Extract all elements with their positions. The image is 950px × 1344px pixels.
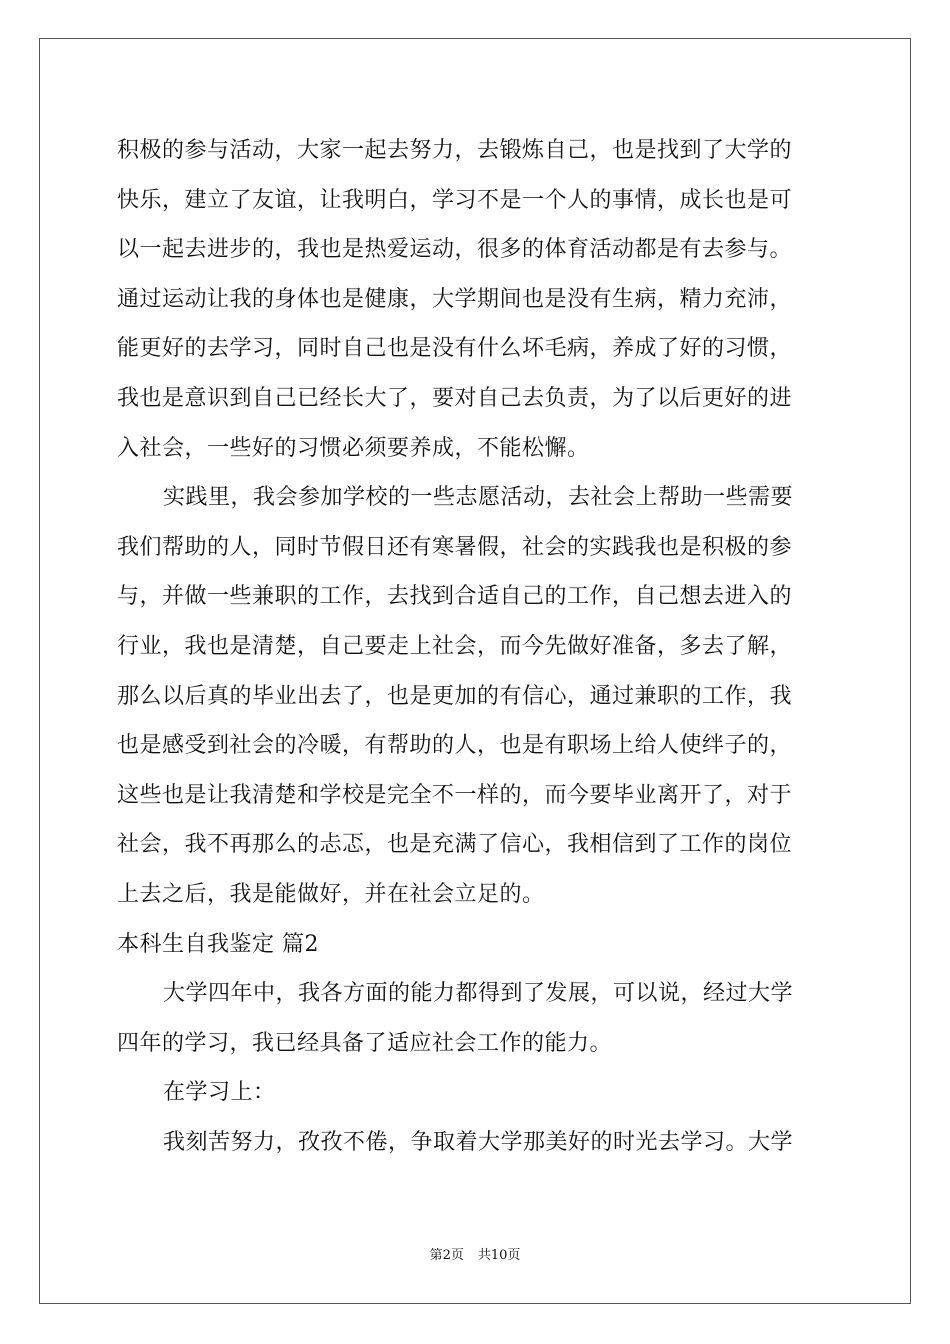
section-heading: 本科生自我鉴定 篇2 (117, 931, 319, 957)
page-number: 第2页 (429, 1248, 464, 1263)
text-line: 在学习上： (163, 1080, 276, 1106)
text-line: 我们帮助的人，同时节假日还有寒暑假，社会的实践我也是积极的参 (117, 534, 793, 560)
document-body (117, 126, 837, 1167)
text-line: 大学四年中，我各方面的能力都得到了发展，可以说，经过大学 (163, 981, 794, 1007)
page-footer (0, 1246, 950, 1266)
text-line: 我刻苦努力，孜孜不倦，争取着大学那美好的时光去学习。大学 (163, 1129, 794, 1155)
text-line: 四年的学习，我已经具备了适应社会工作的能力。 (117, 1030, 613, 1056)
text-line: 也是感受到社会的冷暖，有帮助的人，也是有职场上给人使绊子的， (117, 733, 793, 759)
text-line: 通过运动让我的身体也是健康，大学期间也是没有生病，精力充沛， (117, 286, 793, 312)
text-line: 能更好的去学习，同时自己也是没有什么坏毛病，养成了好的习惯， (117, 336, 793, 362)
text-line: 上去之后，我是能做好，并在社会立足的。 (117, 881, 545, 907)
text-line: 那么以后真的毕业出去了，也是更加的有信心，通过兼职的工作，我 (117, 683, 793, 709)
text-line: 社会，我不再那么的忐忑，也是充满了信心，我相信到了工作的岗位 (117, 832, 793, 858)
text-line: 实践里，我会参加学校的一些志愿活动，去社会上帮助一些需要 (163, 485, 794, 511)
text-line: 积极的参与活动，大家一起去努力，去锻炼自己，也是找到了大学的 (117, 138, 793, 163)
text-line: 与，并做一些兼职的工作，去找到合适自己的工作，自己想去进入的 (117, 584, 793, 610)
text-line: 行业，我也是清楚，自己要走上社会，而今先做好准备，多去了解， (117, 633, 793, 659)
text-line: 我也是意识到自己已经长大了，要对自己去负责，为了以后更好的进 (117, 385, 793, 411)
text-line: 以一起去进步的，我也是热爱运动，很多的体育活动都是有去参与。 (117, 237, 793, 263)
text-line: 入社会，一些好的习惯必须要养成，不能松懈。 (117, 435, 590, 461)
page-total: 共10页 (477, 1248, 521, 1263)
text-line: 快乐，建立了友谊，让我明白，学习不是一个人的事情，成长也是可 (117, 187, 793, 213)
text-line: 这些也是让我清楚和学校是完全不一样的，而今要毕业离开了，对于 (117, 782, 793, 808)
